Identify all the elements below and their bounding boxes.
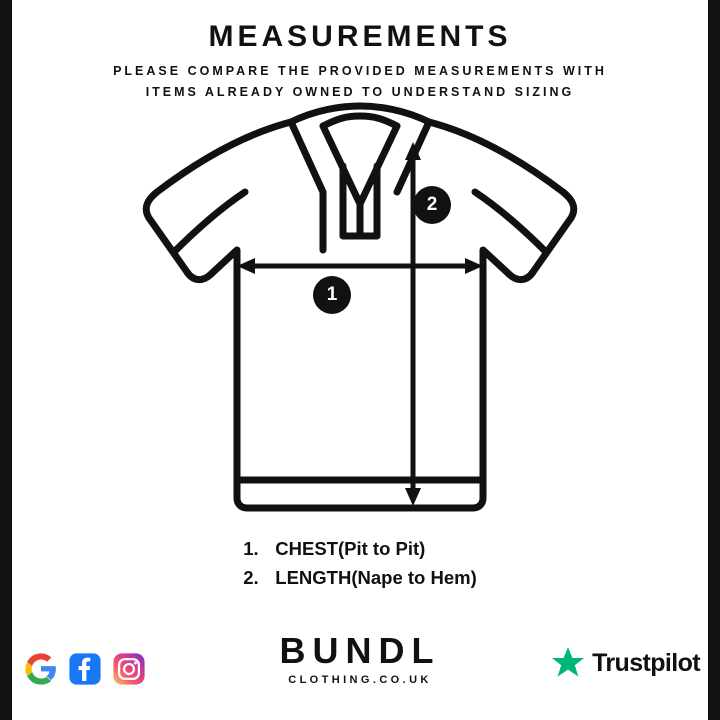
- legend-detail-chest: (Pit to Pit): [337, 538, 426, 559]
- brand-name: BUNDL: [279, 630, 441, 671]
- legend-row-chest: [243, 535, 476, 564]
- trustpilot-label: Trustpilot: [592, 648, 700, 677]
- polo-shirt-illustration: [95, 100, 625, 520]
- header-subtitle-line-2: ITEMS ALREADY OWNED TO UNDERSTAND SIZING: [145, 85, 575, 100]
- legend-number-1: 1.: [243, 538, 259, 559]
- measurement-badge-1: 1: [313, 276, 351, 314]
- legend-label-chest: CHEST: [275, 538, 338, 559]
- legend-label-length: LENGTH: [275, 566, 352, 588]
- measurement-legend: [0, 535, 720, 592]
- legend-row-length: [243, 564, 476, 593]
- left-border-bar: [0, 0, 12, 720]
- polo-shirt-diagram: [95, 100, 625, 520]
- trustpilot-logo[interactable]: [551, 646, 700, 680]
- legend-detail-length: (Nape to Hem): [351, 566, 477, 588]
- trustpilot-star-icon: [551, 646, 585, 680]
- right-border-bar: [708, 0, 720, 720]
- brand-url: CLOTHING.CO.UK: [288, 674, 432, 686]
- chest-measurement-arrow: [237, 258, 483, 274]
- header-subtitle-line-1: PLEASE COMPARE THE PROVIDED MEASUREMENTS WITH: [113, 64, 607, 78]
- footer: [12, 622, 708, 702]
- page-title: MEASUREMENTS: [208, 20, 512, 53]
- header: [12, 20, 708, 104]
- measurement-badge-2: 2: [413, 186, 451, 224]
- header-subtitle: [12, 61, 708, 104]
- legend-number-2: 2.: [243, 566, 259, 588]
